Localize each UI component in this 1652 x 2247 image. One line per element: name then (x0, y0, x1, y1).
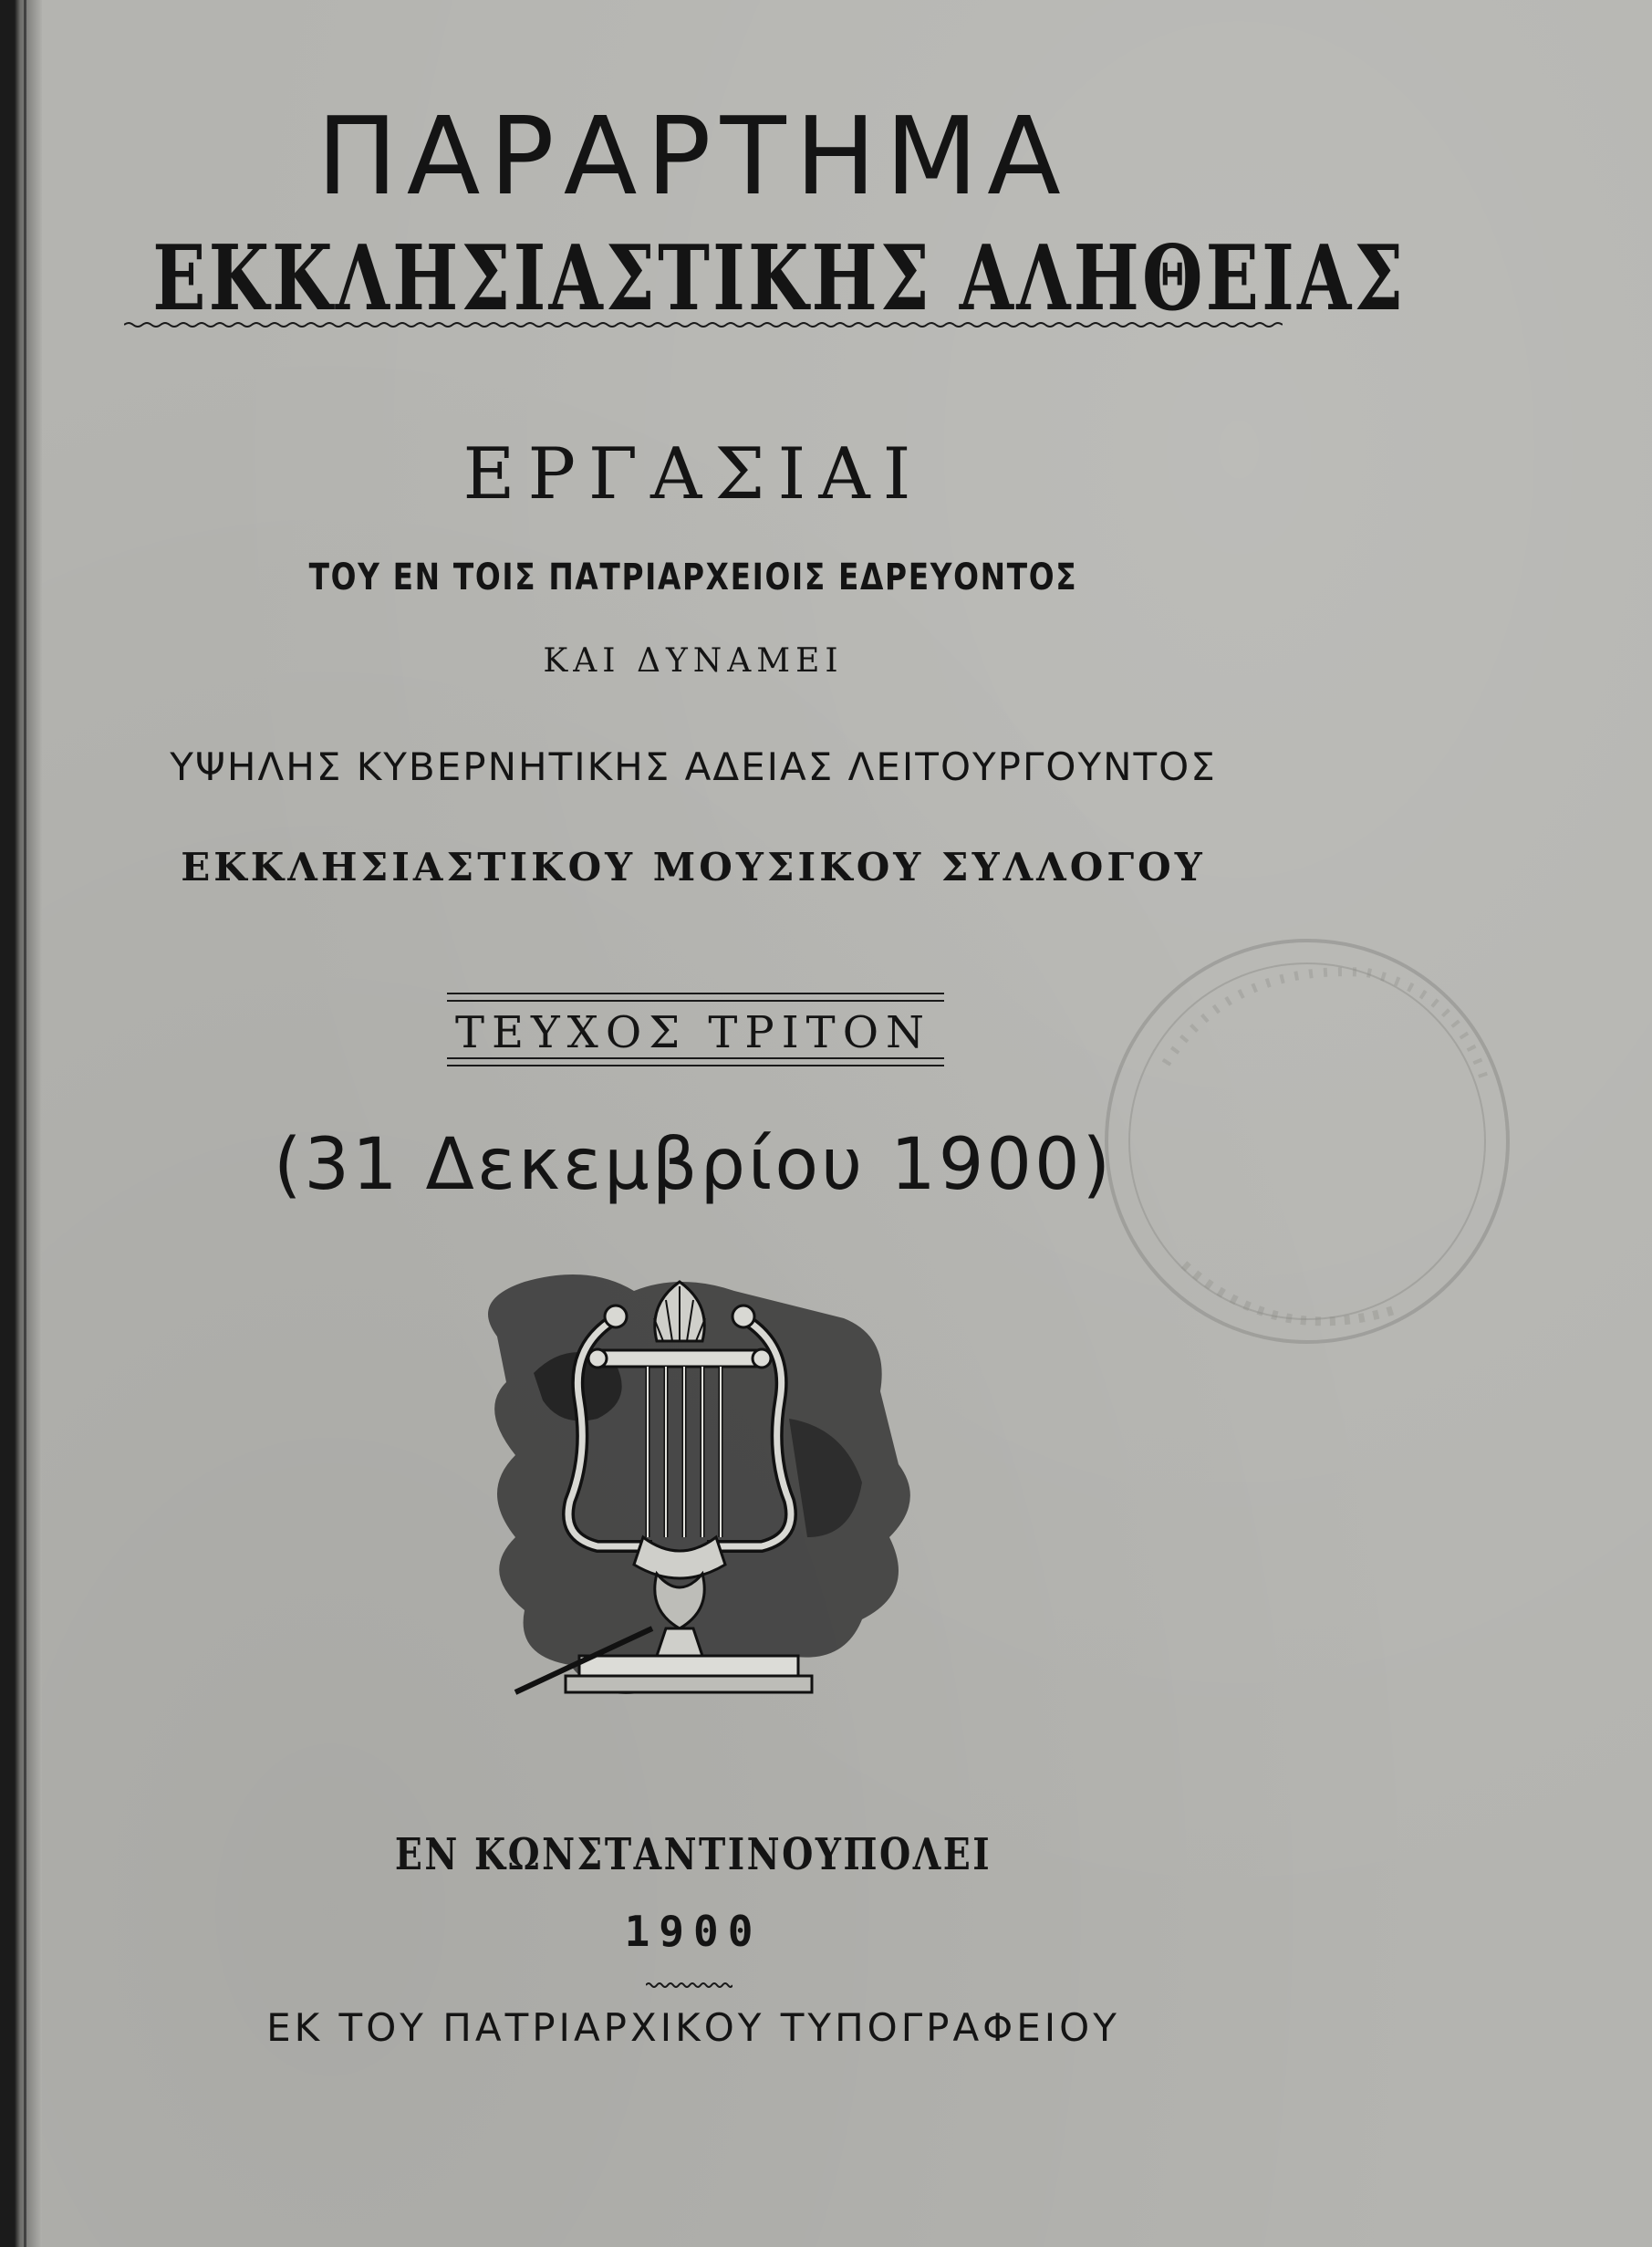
library-stamp-icon (1093, 927, 1522, 1356)
issue-label: ΤΕΥΧΟΣ ΤΡΙΤΟΝ (454, 1007, 932, 1058)
publication-year: 1900 (624, 1907, 763, 1956)
page-title: ΠΑΡΑΡΤΗΜΑ (317, 93, 1070, 219)
double-rule-top (447, 993, 944, 994)
wavy-divider (124, 321, 1283, 328)
section-heading: ΕΡΓΑΣΙΑΙ (462, 433, 924, 515)
society-name: ΕΚΚΛΗΣΙΑΣΤΙΚΟΥ ΜΟΥΣΙΚΟΥ ΣΥΛΛΟΓΟΥ (181, 845, 1206, 889)
lyre-icon (461, 1264, 935, 1738)
subheading-line-2: ΚΑΙ ΔΥΝΑΜΕΙ (543, 642, 844, 680)
small-wavy-divider (646, 1982, 732, 1989)
double-rule-top (447, 1000, 944, 1002)
subheading-line-1: ΤΟΥ ΕΝ ΤΟΙΣ ΠΑΤΡΙΑΡΧΕΙΟΙΣ ΕΔΡΕΥΟΝΤΟΣ (308, 557, 1078, 598)
double-rule-bottom (447, 1057, 944, 1059)
page-subtitle: ΕΚΚΛΗΣΙΑΣΤΙΚΗΣ ΑΛΗΘΕΙΑΣ (152, 226, 1407, 331)
double-rule-bottom (447, 1065, 944, 1066)
printer-imprint: ΕΚ ΤΟΥ ΠΑΤΡΙΑΡΧΙΚΟΥ ΤΥΠΟΓΡΑΦΕΙΟΥ (266, 2005, 1120, 2050)
publication-place: ΕΝ ΚΩΝΣΤΑΝΤΙΝΟΥΠΟΛΕΙ (394, 1829, 992, 1880)
issue-date: (31 Δεκεμβρίου 1900) (273, 1124, 1114, 1206)
subheading-line-3: ΥΨΗΛΗΣ ΚΥΒΕΡΝΗΤΙΚΗΣ ΑΔΕΙΑΣ ΛΕΙΤΟΥΡΓΟΥΝΤΟΣ (170, 744, 1217, 789)
